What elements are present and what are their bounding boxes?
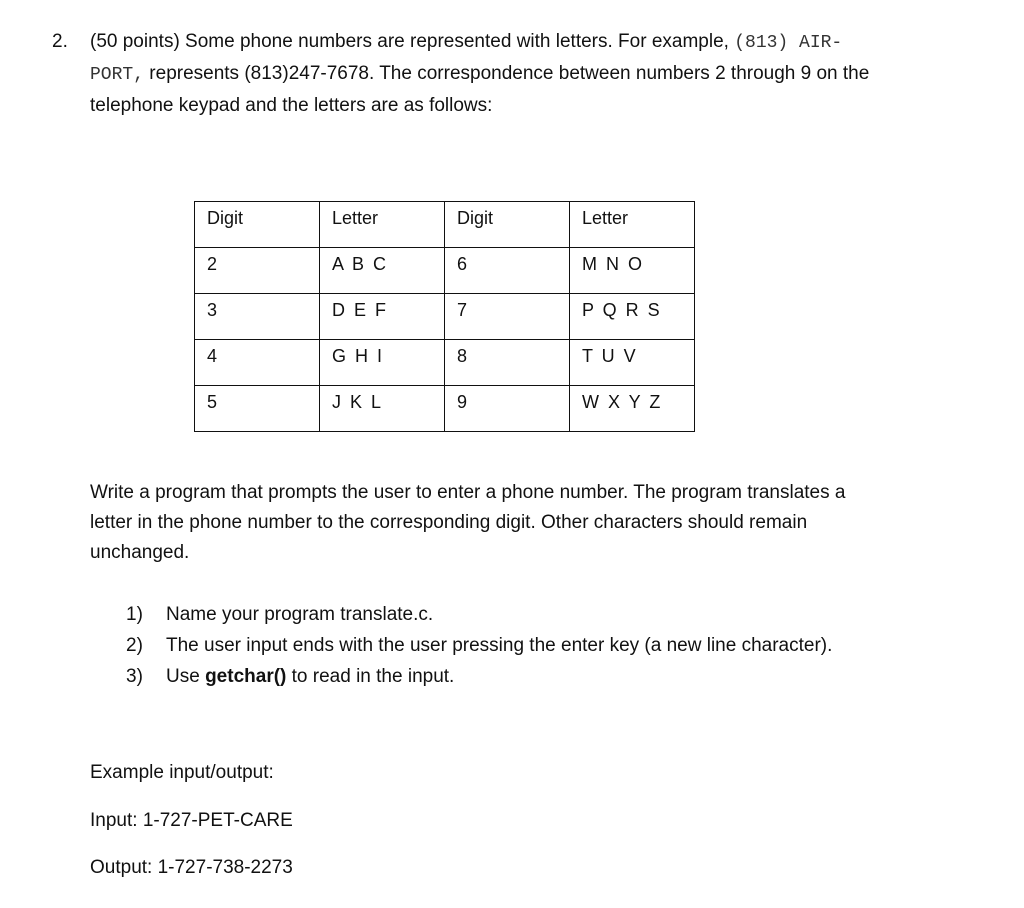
table-cell: 9: [445, 386, 570, 432]
table-row: [195, 294, 695, 340]
table-cell: M N O: [570, 248, 695, 294]
requirement-text: Name your program translate.c.: [166, 604, 434, 625]
example-input: Input: 1-727-PET-CARE: [90, 810, 293, 831]
table-cell: 8: [445, 340, 570, 386]
intro-line-3: telephone keypad and the letters are as follows:: [90, 95, 493, 116]
table-cell: 7: [445, 294, 570, 340]
intro-line-2: [90, 63, 869, 85]
requirement-number: 1): [126, 604, 143, 625]
table-cell: 2: [195, 248, 320, 294]
table-cell: 3: [195, 294, 320, 340]
intro-code: PORT,: [90, 65, 145, 85]
requirement-function-name: getchar(): [205, 666, 287, 687]
table-cell: G H I: [320, 340, 445, 386]
table-cell: 6: [445, 248, 570, 294]
intro-text: represents (813)247-7678. The correspondence between numbers 2 through 9 on the: [144, 63, 870, 84]
task-line-1: Write a program that prompts the user to enter a phone number. The program translates a: [90, 482, 846, 503]
task-line-2: letter in the phone number to the corresponding digit. Other characters should remain: [90, 512, 808, 533]
table-cell: J K L: [320, 386, 445, 432]
table-header-row: [195, 202, 695, 248]
requirement-text-suffix: to read in the input.: [286, 666, 455, 687]
intro-code: (813) AIR-: [734, 33, 843, 53]
table-row: [195, 340, 695, 386]
table-header-cell: Letter: [320, 202, 445, 248]
table-header-cell: Digit: [195, 202, 320, 248]
requirement-number: 3): [126, 666, 143, 687]
table-cell: 5: [195, 386, 320, 432]
table-header-cell: Letter: [570, 202, 695, 248]
table-row: [195, 248, 695, 294]
table-cell: D E F: [320, 294, 445, 340]
table-row: [195, 386, 695, 432]
requirement-text-prefix: Use: [166, 666, 206, 687]
intro-text: (50 points) Some phone numbers are represented with letters. For example,: [90, 31, 735, 52]
example-heading: Example input/output:: [90, 762, 274, 783]
requirement-text: [166, 666, 454, 688]
keypad-table: [194, 201, 695, 432]
problem-number: 2.: [52, 31, 68, 52]
table-header-cell: Digit: [445, 202, 570, 248]
table-cell: W X Y Z: [570, 386, 695, 432]
example-output: Output: 1-727-738-2273: [90, 857, 293, 878]
intro-line-1: [90, 31, 842, 53]
requirement-text: The user input ends with the user pressing the enter key (a new line character).: [166, 635, 833, 656]
table-cell: P Q R S: [570, 294, 695, 340]
table-cell: 4: [195, 340, 320, 386]
table-cell: A B C: [320, 248, 445, 294]
task-line-3: unchanged.: [90, 542, 190, 563]
requirement-number: 2): [126, 635, 143, 656]
table-cell: T U V: [570, 340, 695, 386]
